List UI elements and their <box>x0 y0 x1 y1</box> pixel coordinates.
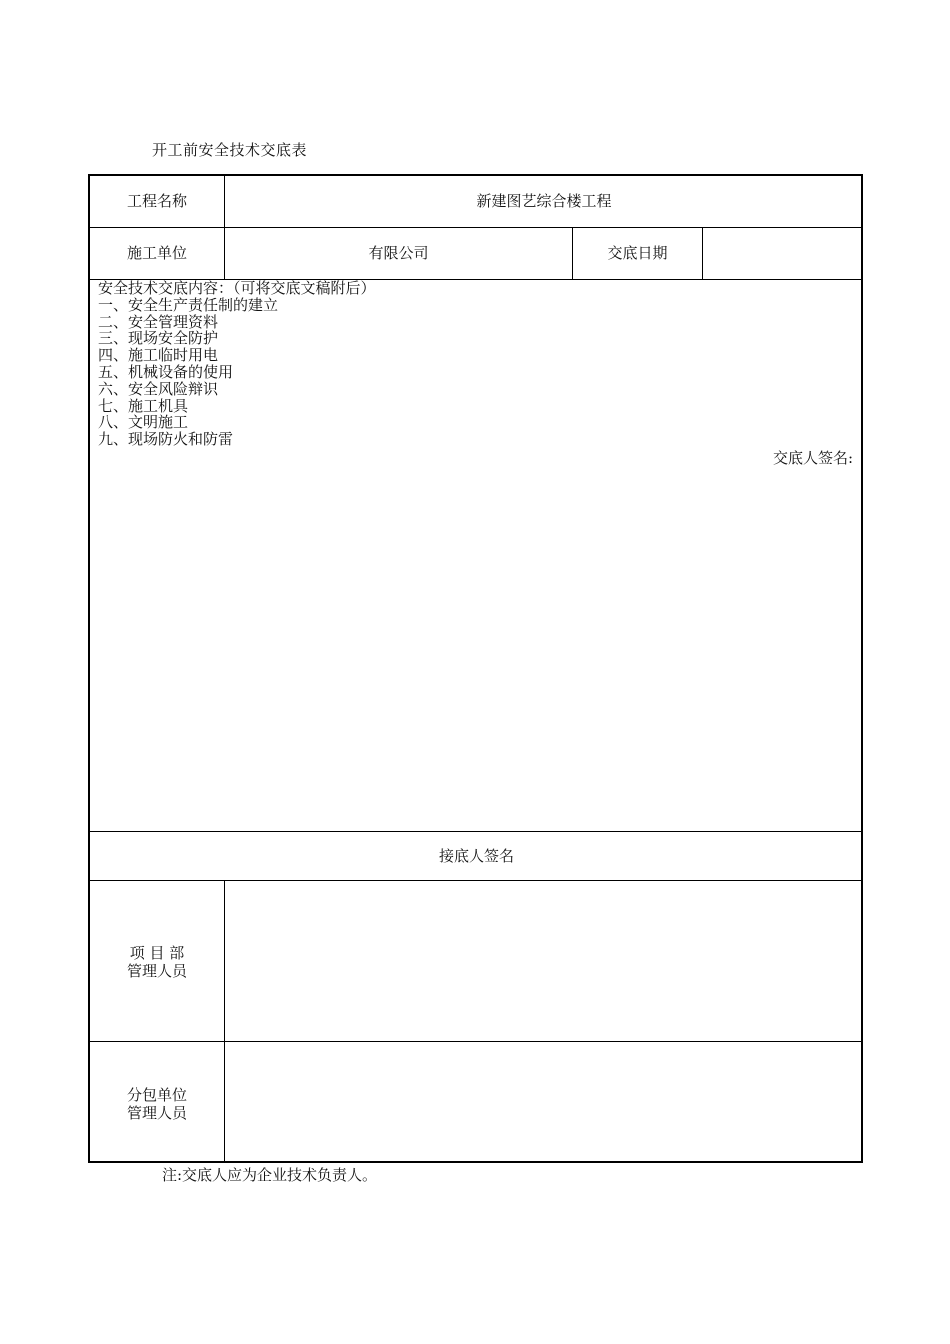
content-item: 四、施工临时用电 <box>98 346 219 365</box>
subcontractor-label-line: 管理人员 <box>126 1104 187 1122</box>
project-name-label: 工程名称 <box>126 192 187 210</box>
subcontractor-label <box>90 1086 224 1122</box>
column-divider <box>702 227 703 279</box>
column-divider <box>224 880 225 1163</box>
content-item: 九、现场防火和防雷 <box>98 430 234 449</box>
safety-briefing-form <box>88 174 863 1163</box>
briefing-content[interactable] <box>98 280 858 448</box>
content-item: 一、安全生产责任制的建立 <box>98 295 279 314</box>
content-item: 三、现场安全防护 <box>98 329 219 348</box>
content-item: 五、机械设备的使用 <box>98 362 234 381</box>
subcontractor-label-line: 分包单位 <box>126 1086 187 1104</box>
project-dept-label-line: 管理人员 <box>126 962 187 980</box>
row-divider <box>90 880 861 881</box>
row-divider <box>90 831 861 832</box>
content-item: 二、安全管理资料 <box>98 312 219 331</box>
project-name-value[interactable]: 新建图艺综合楼工程 <box>476 192 612 210</box>
construction-unit-value[interactable]: 有限公司 <box>368 244 429 262</box>
content-item: 七、施工机具 <box>98 396 189 415</box>
content-heading: 安全技术交底内容：（可将交底文稿附后） <box>98 279 376 297</box>
content-item: 八、文明施工 <box>98 413 189 432</box>
receiver-signature-header: 接底人签名 <box>438 847 514 865</box>
document-title: 开工前安全技术交底表 <box>152 141 308 159</box>
briefing-date-label: 交底日期 <box>607 244 668 262</box>
footer-note: 注:交底人应为企业技术负责人。 <box>162 1166 378 1184</box>
project-dept-label <box>90 944 224 980</box>
content-item: 六、安全风险辩识 <box>98 379 219 398</box>
project-dept-label-line: 项 目 部 <box>129 944 185 962</box>
construction-unit-label: 施工单位 <box>126 244 187 262</box>
briefer-signature-label: 交底人签名: <box>772 449 853 467</box>
row-divider <box>90 227 861 228</box>
row-divider <box>90 1041 861 1042</box>
